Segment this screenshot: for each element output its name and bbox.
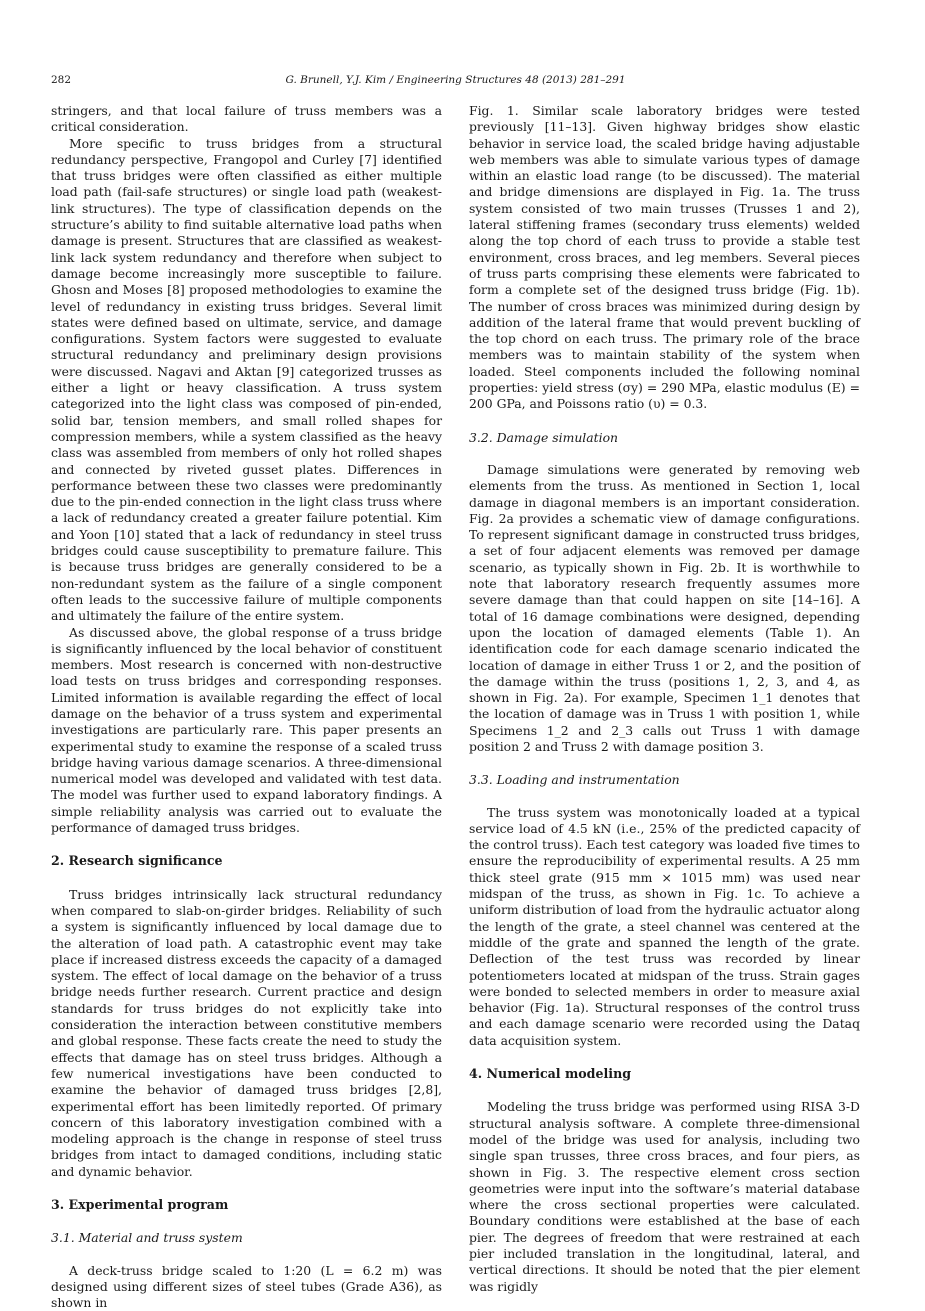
journal-reference: G. Brunell, Y.J. Kim / Engineering Structures 48 (2013) 281–291 <box>285 74 626 86</box>
paragraph-continued: stringers, and that local failure of truss members was a critical consideration. <box>51 103 442 135</box>
section-heading-research-significance: 2. Research significance <box>51 853 223 869</box>
paragraph-redundancy: More specific to truss bridges from a structural redundancy perspective, Frangopol and Curley [7] identified that truss bridges were often classified as either multiple load path (fail-safe structures) or single load path (weakest-link structures). The type of classification depends on the structure’s ability to find suitable alternative load paths when damage is present. Structures that are classified as weakest-link lack system redundancy and therefore when subject to damage become increasingly more susceptible to failure. Ghosn and Moses [8] proposed methodologies to examine the level of redundancy in existing truss bridges. Several limit states were defined based on ultimate, service, and damage configurations. System factors were suggested to evaluate structural redundancy and preliminary design provisions were discussed. Nagavi and Aktan [9] categorized trusses as either a light or heavy classification. A truss system categorized into the light class was composed of pin-ended, solid bar, tension members, and small rolled shapes for compression members, while a system classified as the heavy class was assembled from members of only hot rolled shapes and connected by riveted gusset plates. Differences in performance between these two classes were predominantly due to the pin-ended connection in the light class truss where a lack of redundancy created a greater failure potential. Kim and Yoon [10] stated that a lack of redundancy in steel truss bridges could cause susceptibility to premature failure. This is because truss bridges are generally considered to be a non-redundant system as the failure of a single component often leads to the successive failure of multiple components and ultimately the failure of the entire system. <box>51 135 442 624</box>
right-column <box>469 103 860 1295</box>
subsection-heading-material: 3.1. Material and truss system <box>51 1230 243 1246</box>
section-heading-numerical-modeling: 4. Numerical modeling <box>469 1066 632 1082</box>
running-head <box>51 72 860 88</box>
paragraph-material: A deck-truss bridge scaled to 1:20 (L = 6.2 m) was designed using different sizes of steel tubes (Grade A36), as shown in <box>51 1262 442 1311</box>
section-heading-experimental-program: 3. Experimental program <box>51 1197 229 1212</box>
subsection-heading-loading: 3.3. Loading and instrumentation <box>469 772 680 788</box>
paragraph-loading: The truss system was monotonically loaded at a typical service load of 4.5 kN (i.e., 25% of the predicted capacity of the control truss). Each test category was loaded five times to ensure the reproducibility of experimental results. A 25 mm thick steel grate (915 mm × 1015 mm) was used near midspan of the truss, as shown in Fig. 1c. To achieve a uniform distribution of load from the hydraulic actuator along the length of the grate, a steel channel was centered at the middle of the grate and spanned the length of the grate. Deflection of the test truss was recorded by linear potentiometers located at midspan of the truss. Strain gages were bonded to selected members in order to measure axial behavior (Fig. 1a). Structural responses of the control truss and each damage scenario were recorded using the Dataq data acquisition system. <box>469 804 860 1048</box>
paragraph-continued-right: Fig. 1. Similar scale laboratory bridges were tested previously [11–13]. Given highway bridges show elastic behavior in service load, the scaled bridge having adjustable web members was able to simulate various types of damage within an elastic load range (to be discussed). The material and bridge dimensions are displayed in Fig. 1a. The truss system consisted of two main trusses (Trusses 1 and 2), lateral stiffening frames (secondary truss elements) welded along the top chord of each truss to provide a stable test environment, cross braces, and leg members. Several pieces of truss parts comprising these elements were fabricated to form a complete set of the designed truss bridge (Fig. 1b). The number of cross braces was minimized during design by addition of the lateral frame that would prevent buckling of the top chord on each truss. The primary role of the brace members was to maintain stability of the system when loaded. Steel components included the following nominal properties: yield stress (σy) = 290 MPa, elastic modulus (E) = 200 GPa, and Poissons ratio (υ) = 0.3. <box>469 103 860 412</box>
paragraph-research-significance: Truss bridges intrinsically lack structural redundancy when compared to slab-on-girder bridges. Reliability of such a system is significantly influenced by local damage due to the alteration of load path. A catastrophic event may take place if increased distress exceeds the capacity of a damaged system. The effect of local damage on the behavior of a truss bridge needs further research. Current practice and design standards for truss bridges do not explicitly take into consideration the interaction between constitutive members and global response. These facts create the need to study the effects that damage has on steel truss bridges. Although a few numerical investigations have been conducted to examine the behavior of damaged truss bridges [2,8], experimental effort has been limitedly reported. Of primary concern of this laboratory investigation combined with a modeling approach is the change in response of steel truss bridges from intact to damaged conditions, including static and dynamic behavior. <box>51 886 442 1179</box>
paragraph-numerical-modeling: Modeling the truss bridge was performed using RISA 3-D structural analysis software. A complete three-dimensional model of the bridge was used for analysis, including two single span trusses, three cross braces, and four piers, as shown in Fig. 3. The respective element cross section geometries were input into the software’s material database where the cross sectional properties were calculated. Boundary conditions were established at the base of each pier. The degrees of freedom that were restrained at each pier included translation in the longitudinal, lateral, and vertical directions. It should be noted that the pier element was rigidly <box>469 1099 860 1294</box>
subsection-heading-damage-simulation: 3.2. Damage simulation <box>469 429 619 445</box>
paragraph-global-response: As discussed above, the global response of a truss bridge is significantly influenced by the local behavior of constituent members. Most research is concerned with non-destructive load tests on truss bridges and corresponding responses. Limited information is available regarding the effect of local damage on the behavior of a truss system and experimental investigations are particularly rare. This paper presents an experimental study to examine the response of a scaled truss bridge having various damage scenarios. A three-dimensional numerical model was developed and validated with test data. The model was further used to expand laboratory findings. A simple reliability analysis was carried out to evaluate the performance of damaged truss bridges. <box>51 624 442 836</box>
page-number: 282 <box>51 74 72 86</box>
left-column <box>51 103 442 1311</box>
paragraph-damage-simulation: Damage simulations were generated by removing web elements from the truss. As mentioned in Section 1, local damage in diagonal members is an important consideration. Fig. 2a provides a schematic view of damage configurations. To represent significant damage in constructed truss bridges, a set of four adjacent elements was removed per damage scenario, as typically shown in Fig. 2b. It is worthwhile to note that laboratory research frequently assumes more severe damage than that could happen on site [14–16]. A total of 16 damage combinations were designed, depending upon the location of damaged elements (Table 1). An identification code for each damage scenario indicated the location of damage in either Truss 1 or 2, and the position of the damage within the truss (positions 1, 2, 3, and 4, as shown in Fig. 2a). For example, Specimen 1_1 denotes that the location of damage was in Truss 1 with position 1, while Specimens 1_2 and 2_3 calls out Truss 1 with damage position 2 and Truss 2 with damage position 3. <box>469 461 860 754</box>
